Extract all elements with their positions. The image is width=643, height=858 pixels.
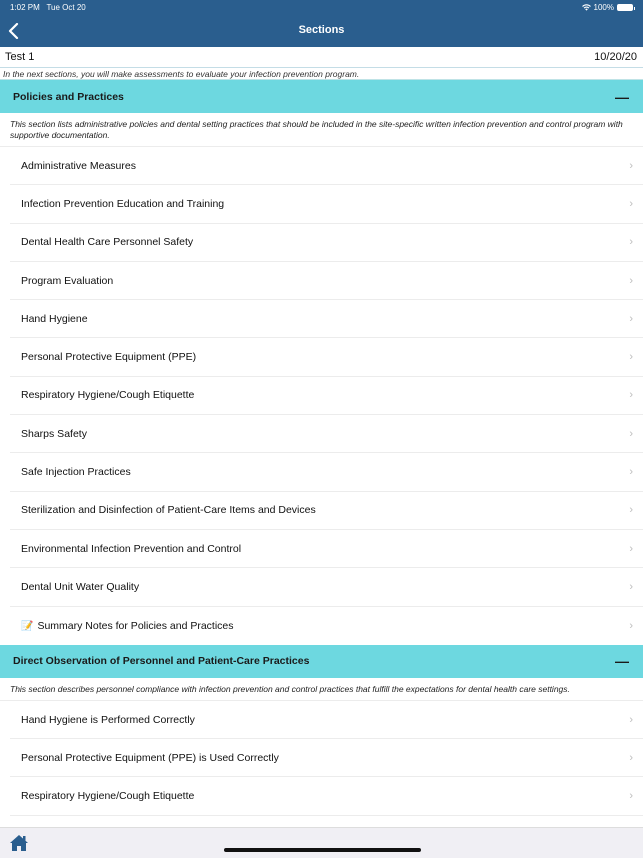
status-right [582, 3, 633, 12]
section-header-direct-observation[interactable] [0, 645, 643, 678]
collapse-icon[interactable]: — [615, 88, 629, 105]
chevron-right-icon: › [629, 619, 633, 632]
top-bar [0, 0, 643, 47]
list-item[interactable]: Sterilization and Disinfection of Patient-Care Items and Devices › [10, 492, 643, 530]
list-item[interactable]: Respiratory Hygiene/Cough Etiquette › [10, 777, 643, 815]
list-item[interactable]: Dental Unit Water Quality › [10, 568, 643, 606]
chevron-right-icon: › [629, 236, 633, 249]
chevron-right-icon: › [629, 713, 633, 726]
list-item[interactable]: Administrative Measures › [10, 147, 643, 185]
summary-notes-item[interactable]: 📝 Summary Notes for Policies and Practices › [21, 619, 633, 632]
chevron-right-icon: › [629, 751, 633, 764]
assessment-name: Test 1 [5, 51, 35, 63]
chevron-right-icon: › [629, 351, 633, 364]
battery-icon [617, 4, 633, 11]
list-item[interactable]: Sharps Safety › [10, 415, 643, 453]
section-description: This section lists administrative policies and dental setting practices that should be included in the site-specific written infection prevention and control program with supportive documentation. [0, 113, 643, 147]
list-item[interactable]: Personal Protective Equipment (PPE) › [10, 338, 643, 376]
section-title: Policies and Practices [13, 90, 124, 103]
collapse-icon[interactable]: — [615, 653, 629, 670]
page-title: Sections [298, 24, 345, 36]
list-item[interactable]: Hand Hygiene is Performed Correctly › [10, 701, 643, 739]
list-item[interactable]: Environmental Infection Prevention and Control › [10, 530, 643, 568]
list-item[interactable]: Respiratory Hygiene/Cough Etiquette › [10, 377, 643, 415]
section-header-policies[interactable] [0, 80, 643, 113]
chevron-right-icon: › [629, 427, 633, 440]
chevron-right-icon: › [629, 542, 633, 555]
chevron-right-icon: › [629, 580, 633, 593]
chevron-right-icon: › [629, 312, 633, 325]
chevron-right-icon: › [629, 466, 633, 479]
chevron-right-icon: › [629, 274, 633, 287]
status-time: 1:02 PM Tue Oct 20 [10, 3, 86, 12]
chevron-right-icon: › [629, 159, 633, 172]
home-indicator [224, 848, 421, 852]
chevron-right-icon: › [629, 790, 633, 803]
intro-text: In the next sections, you will make assessments to evaluate your infection prevention program. [0, 68, 643, 80]
list-item[interactable]: Personal Protective Equipment (PPE) is Used Correctly › [10, 739, 643, 777]
section-description: This section describes personnel compliance with infection prevention and control practices that fulfill the expectations for dental health care settings. [0, 678, 643, 701]
chevron-right-icon: › [629, 197, 633, 210]
assessment-date: 10/20/20 [594, 51, 637, 63]
section-title: Direct Observation of Personnel and Patient-Care Practices [13, 655, 310, 668]
bottom-toolbar [0, 827, 643, 858]
list-item[interactable]: Infection Prevention Education and Training › [10, 185, 643, 223]
chevron-right-icon: › [629, 389, 633, 402]
assessment-header [0, 47, 643, 68]
battery-percent: 100% [593, 3, 614, 12]
list-item[interactable]: Safe Injection Practices › [10, 453, 643, 491]
notes-icon: 📝 [21, 620, 34, 632]
list-item[interactable]: Dental Health Care Personnel Safety › [10, 224, 643, 262]
home-icon[interactable] [9, 834, 29, 852]
list-item[interactable]: Program Evaluation › [10, 262, 643, 300]
nav-bar [0, 16, 643, 47]
chevron-right-icon: › [629, 504, 633, 517]
wifi-icon [582, 4, 591, 11]
list-item[interactable]: Hand Hygiene › [10, 300, 643, 338]
status-bar [0, 0, 643, 16]
